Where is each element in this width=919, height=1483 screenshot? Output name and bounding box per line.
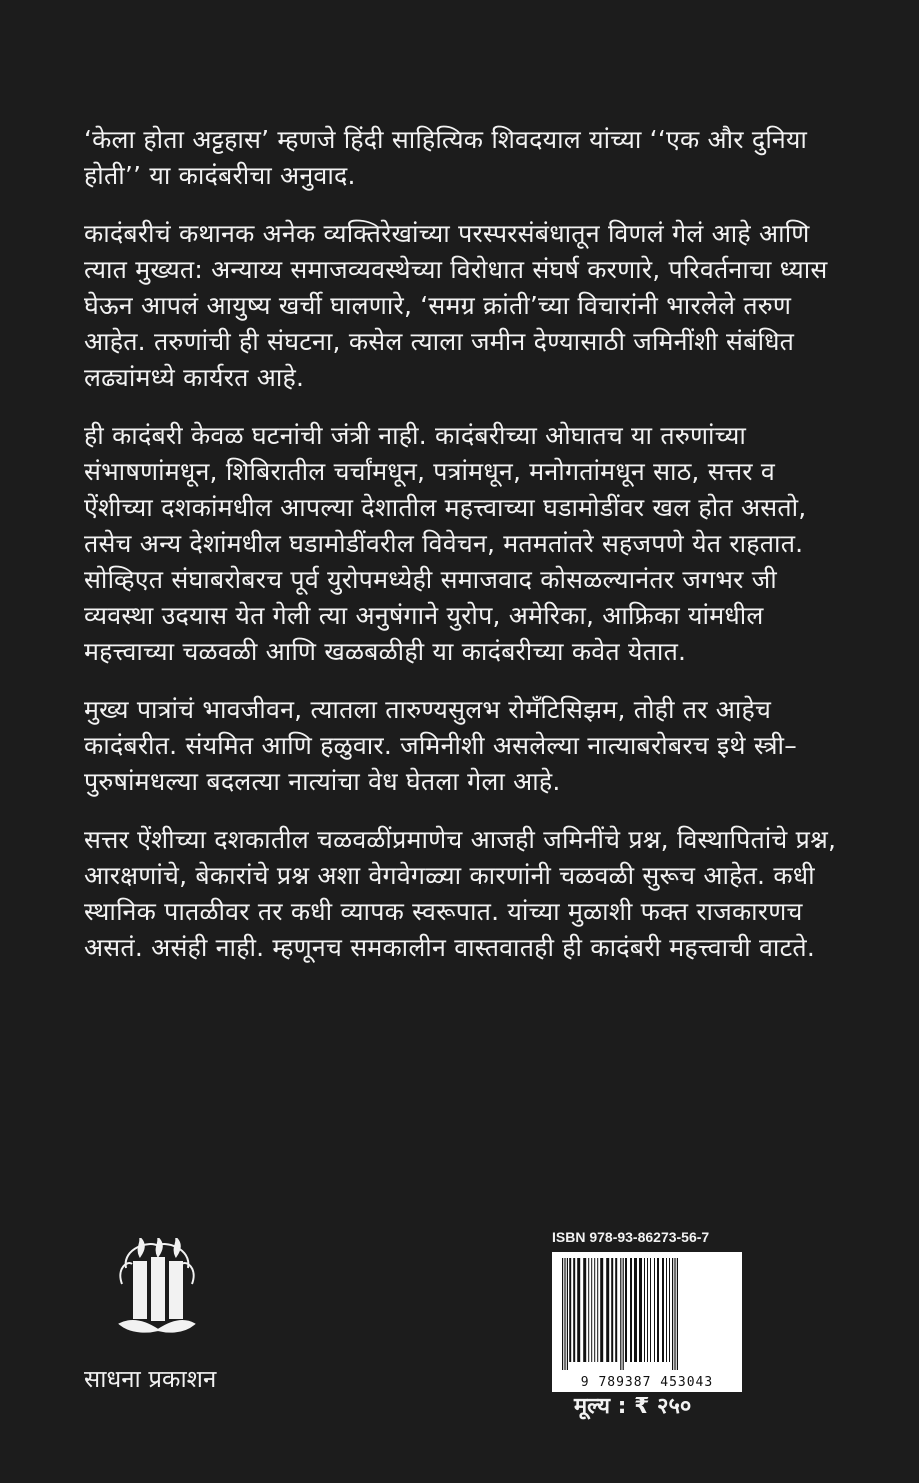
barcode-bars <box>558 1258 736 1370</box>
barcode-bar <box>639 1258 642 1362</box>
barcode-bar <box>674 1258 675 1370</box>
blurb-paragraph-5: सत्तर ऐंशीच्या दशकातील चळवळींप्रमाणेच आजही जमिनींचे प्रश्न, विस्थापितांचे प्रश्न, आरक्षणांचे, बेकारांचे प्रश्न अशा वेगवेगळ्या कारणांनी चळवळी सुरूच आहेत. कधी स्थानिक पातळीवर तर कधी व्यापक स्वरूपात. यांच्या मुळाशी फक्त राजकारणच असतं. असंही नाही. म्हणूनच समकालीन वास्तवातही ही कादंबरी महत्त्वाची वाटते. <box>84 825 837 962</box>
barcode-bar <box>594 1258 595 1362</box>
barcode-bar <box>647 1258 648 1362</box>
barcode-bar <box>611 1258 613 1362</box>
barcode-bar <box>666 1258 667 1362</box>
barcode-bar <box>567 1258 568 1370</box>
blurb-paragraph-4: मुख्य पात्रांचं भावजीवन, त्यातला तारुण्यसुलभ रोमँटिसिझम, तोही तर आहेच कादंबरीत. संयमित आणि हळुवार. जमिनीशी असलेल्या नात्याबरोबरच इथे स्त्री–पुरुषांमधल्या बदलत्या नात्यांचा वेध घेतला गेला आहे. <box>84 695 797 796</box>
barcode-bar <box>606 1258 609 1362</box>
blurb-paragraph-3: ही कादंबरी केवळ घटनांची जंत्री नाही. कादंबरीच्या ओघातच या तरुणांच्या संभाषणांमधून, शिबिरातील चर्चांमधून, पत्रांमधून, मनोगतांमधून साठ, सत्तर व ऐंशीच्या दशकांमधील आपल्या देशातील महत्त्वाच्या घडामोडींवर खल होत असतो, तसेच अन्य देशांमधील घडामोडींवरील विवेचन, मतमतांतरे सहजपणे येत राहतात. सोव्हिएत संघाबरोबरच पूर्व युरोपमध्येही समाजवाद कोसळल्यानंतर जगभर जी व्यवस्था उदयास येत गेली त्या अनुषंगाने युरोप, अमेरिका, आफ्रिका यांमधील महत्त्वाच्या चळवळी आणि खळबळीही या कादंबरीच्या कवेत येतात. <box>84 421 807 666</box>
barcode-bar <box>588 1258 589 1362</box>
barcode-bar <box>583 1258 586 1362</box>
barcode-bar <box>650 1258 651 1362</box>
publisher-imprint <box>84 1238 244 1394</box>
barcode-bar <box>625 1258 627 1362</box>
price-label: मूल्य : ₹ २५० <box>574 1394 692 1419</box>
barcode-bar <box>573 1258 575 1362</box>
blurb-paragraph-1: ‘केला होता अट्टहास’ म्हणजे हिंदी साहित्यिक शिवदयाल यांच्या ‘‘एक और दुनिया होती’’ या कादंबरीचा अनुवाद. <box>84 125 808 190</box>
barcode-bar <box>657 1258 659 1362</box>
barcode-bar <box>615 1258 617 1362</box>
barcode-digits: 9 789387 453043 <box>580 1375 714 1390</box>
isbn-text: ISBN 978-93-86273-56-7 <box>552 1229 710 1245</box>
barcode-bar <box>662 1258 664 1362</box>
barcode-bar <box>644 1258 645 1362</box>
barcode-bar <box>591 1258 592 1362</box>
barcode-bar <box>669 1258 670 1362</box>
blurb-paragraph-2: कादंबरीचं कथानक अनेक व्यक्तिरेखांच्या परस्परसंबंधातून विणलं गेलं आहे आणि त्यात मुख्यत: अन्याय्य समाजव्यवस्थेच्या विरोधात संघर्ष करणारे, परिवर्तनाचा ध्यास घेऊन आपलं आयुष्य खर्ची घालणारे, ‘समग्र क्रांती’च्या विचारांनी भारलेले तरुण आहेत. तरुणांची ही संघटना, कसेल त्याला जमीन देण्यासाठी जमिनींशी संबंधित लढ्यांमध्ये कार्यरत आहे. <box>84 219 828 392</box>
barcode-bar <box>577 1258 580 1362</box>
barcode-bar <box>677 1258 678 1370</box>
barcode-bar <box>597 1258 598 1362</box>
barcode-bar <box>672 1258 673 1370</box>
barcode <box>552 1252 742 1392</box>
barcode-bar <box>564 1258 565 1370</box>
barcode-bar <box>634 1258 637 1362</box>
barcode-bar <box>620 1258 621 1370</box>
publisher-name: साधना प्रकाशन <box>84 1365 217 1393</box>
barcode-bar <box>630 1258 632 1362</box>
barcode-bar <box>600 1258 603 1362</box>
blurb-text <box>84 122 844 988</box>
isbn-barcode-block <box>552 1228 748 1392</box>
barcode-bar <box>569 1258 571 1362</box>
barcode-bar <box>654 1258 655 1362</box>
candles-logo-icon <box>102 1238 212 1338</box>
barcode-bar <box>623 1258 624 1370</box>
barcode-bar <box>562 1258 563 1370</box>
